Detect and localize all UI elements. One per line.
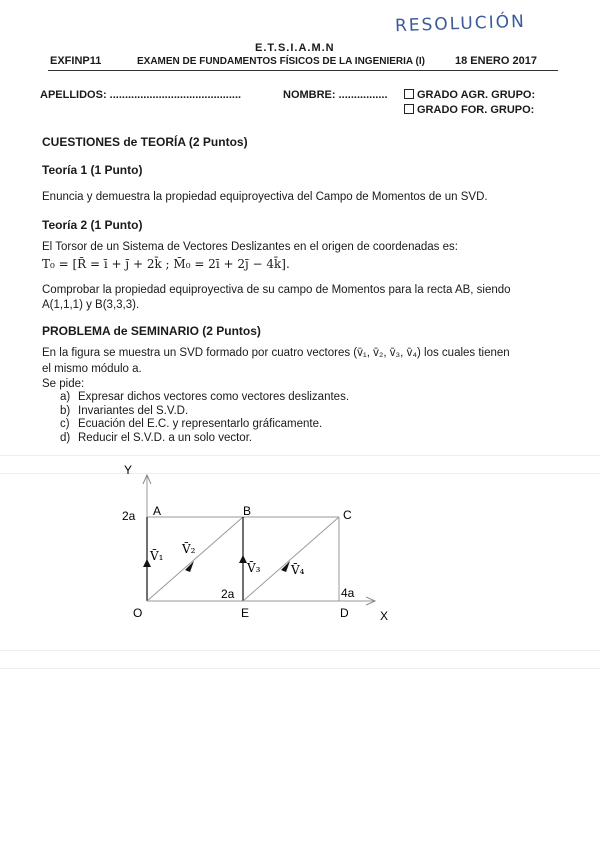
exam-date: 18 ENERO 2017	[455, 55, 537, 67]
point-d-label: D	[340, 606, 349, 620]
checkbox-icon[interactable]	[404, 104, 414, 114]
question-list	[60, 391, 349, 445]
list-item: a) Expresar dichos vectores como vectores deslizantes.	[60, 391, 350, 403]
theory-2-text-2-line-1: Comprobar la propiedad equiproyectiva de su campo de Momentos para la recta AB, siendo	[42, 284, 511, 296]
nombre-field[interactable]: NOMBRE: ................	[283, 89, 388, 101]
theory-2-title: Teoría 2 (1 Punto)	[42, 218, 143, 232]
scan-line	[0, 650, 600, 651]
problem-intro-line-2: el mismo módulo a.	[42, 363, 142, 375]
label-4a: 4a	[341, 586, 355, 600]
v3-arrowhead	[239, 555, 247, 563]
grado-for-option[interactable]: GRADO FOR. GRUPO:	[404, 104, 534, 116]
axis-y-label: Y	[124, 463, 133, 477]
vector-figure	[0, 455, 600, 635]
theory-2-text: El Torsor de un Sistema de Vectores Deslizantes en el origen de coordenadas es:	[42, 241, 458, 253]
point-o-label: O	[133, 606, 143, 620]
list-item: b) Invariantes del S.V.D.	[60, 404, 189, 417]
checkbox-icon[interactable]	[404, 89, 414, 99]
list-item: d) Reducir el S.V.D. a un solo vector.	[60, 431, 253, 444]
vector-v4	[243, 517, 339, 601]
v1-label: V̄₁	[150, 549, 164, 563]
grado-agr-option[interactable]: GRADO AGR. GRUPO:	[404, 89, 535, 101]
institution-name: E.T.S.I.A.M.N	[255, 42, 335, 54]
point-e-label: E	[241, 606, 250, 620]
exam-code: EXFINP11	[50, 55, 102, 67]
apellidos-field[interactable]: APELLIDOS: ...........................................	[40, 89, 242, 101]
list-item: c) Ecuación del E.C. y representarlo gráficamente.	[60, 418, 323, 430]
label-2a-mid: 2a	[221, 587, 235, 601]
point-b-label: B	[243, 504, 252, 518]
point-a-label: A	[153, 504, 162, 518]
problem-title: PROBLEMA de SEMINARIO (2 Puntos)	[42, 324, 261, 338]
exam-title: EXAMEN DE FUNDAMENTOS FÍSICOS DE LA INGENIERIA (I)	[137, 56, 425, 67]
torsor-formula: T₀ = [R̄ = ī + j̄ + 2k̄ ; M̄₀ = 2ī + 2j̄ − 4k̄].	[42, 257, 290, 271]
theory-1-text: Enuncia y demuestra la propiedad equiproyectiva del Campo de Momentos de un SVD.	[42, 191, 488, 203]
v4-label: V̄₄	[291, 563, 305, 577]
theory-2-text-2-line-2: A(1,1,1) y B(3,3,3).	[42, 299, 140, 311]
header-rule	[48, 70, 558, 71]
se-pide-label: Se pide:	[42, 378, 85, 390]
theory-1-title: Teoría 1 (1 Punto)	[42, 163, 143, 177]
axis-x-label: X	[380, 609, 389, 623]
problem-intro-line-1: En la figura se muestra un SVD formado por cuatro vectores (v̄₁, v̄₂, v̄₃, v̄₄) los cuales tienen	[42, 347, 510, 359]
v3-label: V̄₃	[247, 561, 261, 575]
theory-section-title: CUESTIONES de TEORÍA (2 Puntos)	[42, 135, 248, 149]
scan-line	[0, 668, 600, 669]
point-c-label: C	[343, 508, 352, 522]
label-2a-left: 2a	[122, 509, 136, 523]
v2-label: V̄₂	[182, 542, 196, 556]
handwritten-annotation: RESOLUCIÓN	[394, 11, 527, 37]
